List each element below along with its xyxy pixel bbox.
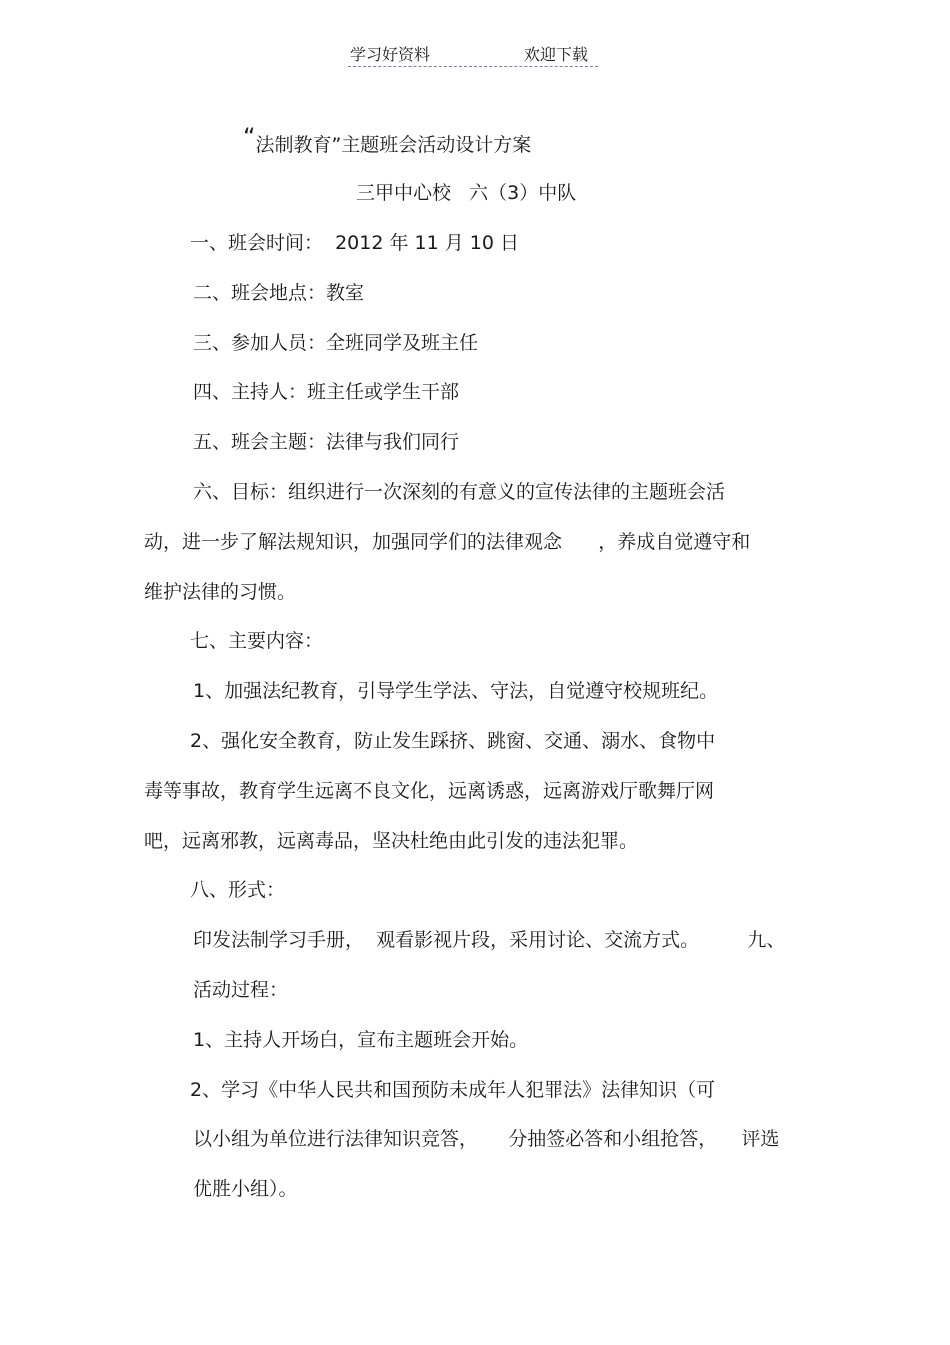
paragraph-line: 一、班会时间： 2012 年 11 月 10 日	[190, 232, 519, 254]
paragraph-line: 活动过程：	[193, 979, 289, 1001]
paragraph-line: 四、主持人：班主任或学生干部	[193, 381, 460, 403]
paragraph-line: 1、加强法纪教育，引导学生学法、守法，自觉遵守校规班纪。	[193, 680, 719, 702]
paragraph-line: 2、强化安全教育，防止发生踩挤、跳窗、交通、溺水、食物中	[190, 730, 716, 752]
paragraph-line: 三、参加人员：全班同学及班主任	[193, 332, 479, 354]
paragraph-line: 2、学习《中华人民共和国预防未成年人犯罪法》法律知识（可	[190, 1079, 716, 1101]
paragraph-line: 五、班会主题：法律与我们同行	[193, 431, 460, 453]
title-open-quote: “	[243, 123, 256, 151]
paragraph-line: 以小组为单位进行法律知识竞答， 分抽签必答和小组抢答， 评选	[193, 1128, 780, 1150]
paragraph-line: 1、主持人开场白，宣布主题班会开始。	[193, 1029, 529, 1051]
header-right-text: 欢迎下载	[524, 45, 589, 64]
paragraph-line: 二、班会地点：教室	[193, 282, 365, 304]
document-title	[243, 123, 532, 157]
paragraph-line: 印发法制学习手册， 观看影视片段，采用讨论、交流方式。 九、	[193, 929, 786, 951]
paragraph-line: 毒等事故，教育学生远离不良文化，远离诱惑，远离游戏厅歌舞厅网	[144, 780, 715, 802]
document-subtitle: 三甲中心校 六（3）中队	[356, 182, 577, 204]
paragraph-line: 六、目标：组织进行一次深刻的有意义的宣传法律的主题班会活	[193, 481, 726, 503]
paragraph-line: 优胜小组）。	[193, 1178, 298, 1200]
paragraph-line: 动，进一步了解法规知识，加强同学们的法律观念 ，养成自觉遵守和	[144, 531, 751, 553]
paragraph-line: 吧，远离邪教，远离毒品，坚决杜绝由此引发的违法犯罪。	[144, 830, 639, 852]
page-header	[348, 42, 598, 67]
paragraph-line: 八、形式：	[190, 879, 286, 901]
paragraph-line: 七、主要内容：	[190, 630, 324, 652]
title-text: 法制教育”主题班会活动设计方案	[255, 134, 532, 156]
paragraph-line: 维护法律的习惯。	[144, 581, 297, 603]
header-left-text: 学习好资料	[350, 45, 431, 64]
